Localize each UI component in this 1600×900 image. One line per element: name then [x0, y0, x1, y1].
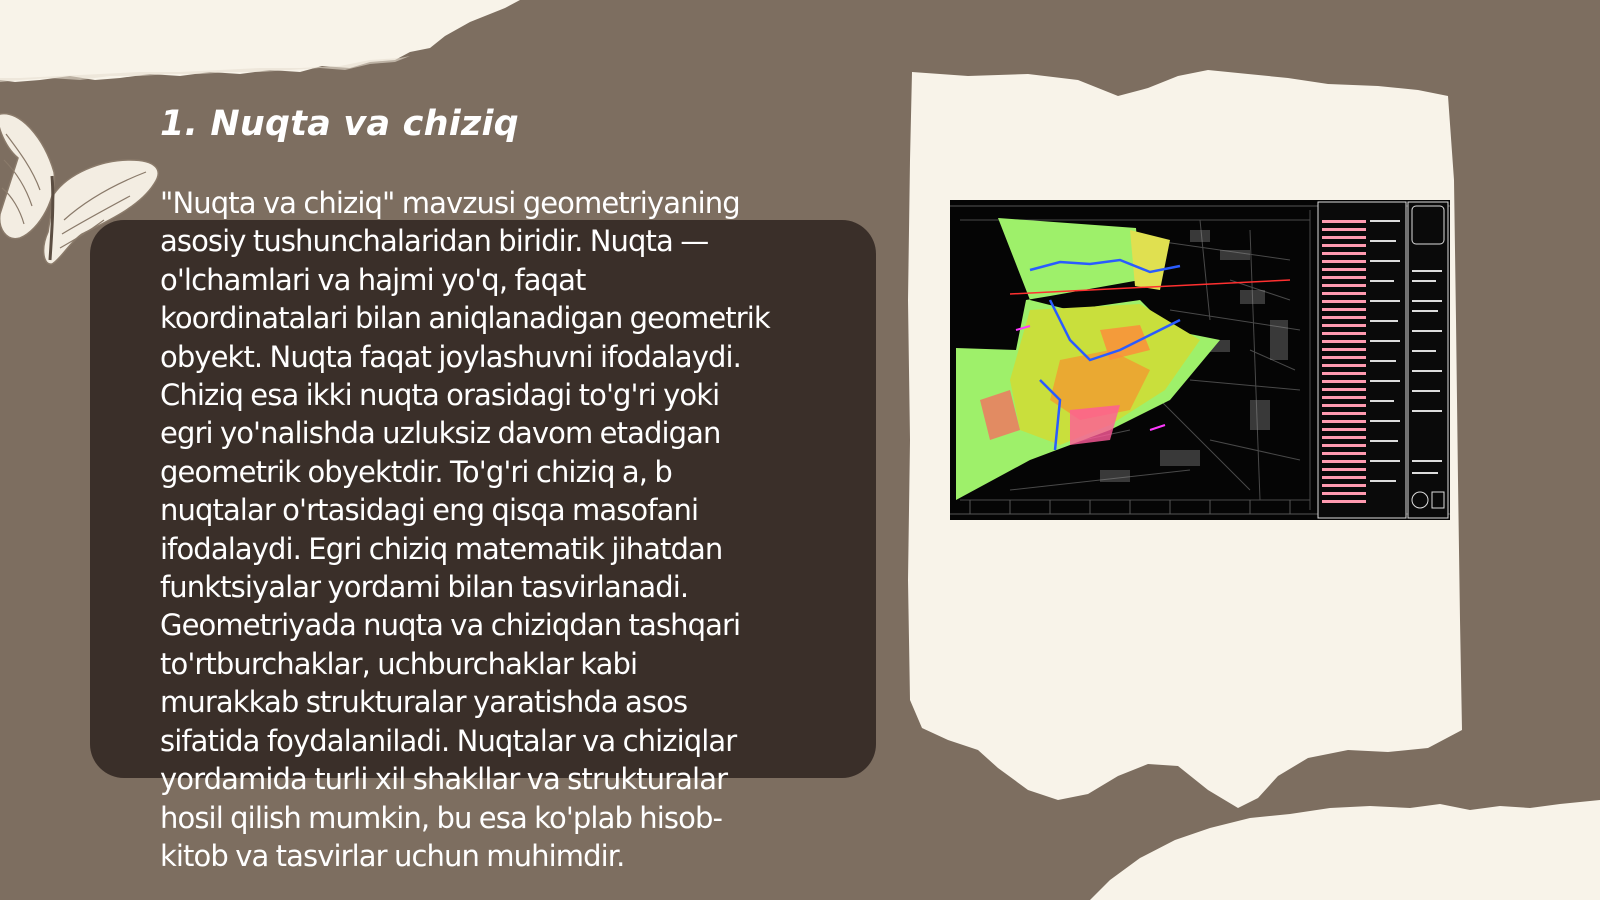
paragraph-line: sifatida foydalaniladi. Nuqtalar va chiziqlar	[160, 723, 737, 758]
paragraph-line: to'rtburchaklar, uchburchaklar kabi	[160, 646, 638, 681]
slide-paragraph	[160, 184, 860, 875]
paragraph-line: nuqtalar o'rtasidagi eng qisqa masofani	[160, 493, 699, 528]
paragraph-line: egri yo'nalishda uzluksiz davom etadigan	[160, 416, 721, 451]
paragraph-line: obyekt. Nuqta faqat joylashuvni ifodalaydi.	[160, 339, 741, 374]
paragraph-line: yordamida turli xil shakllar va strukturalar	[160, 762, 728, 797]
paragraph-line: o'lchamlari va hajmi yo'q, faqat	[160, 262, 586, 297]
city-map-image	[950, 200, 1450, 520]
butterfly-icon	[0, 110, 170, 280]
paragraph-line: Chiziq esa ikki nuqta orasidagi to'g'ri yoki	[160, 378, 720, 413]
paragraph-line: murakkab strukturalar yaratishda asos	[160, 685, 688, 720]
paragraph-line: koordinatalari bilan aniqlanadigan geometrik	[160, 301, 770, 336]
paragraph-line: "Nuqta va chiziq" mavzusi geometriyaning	[160, 186, 740, 220]
paragraph-line: kitob va tasvirlar uchun muhimdir.	[160, 838, 625, 873]
paragraph-line: Geometriyada nuqta va chiziqdan tashqari	[160, 608, 741, 643]
slide-title: 1. Nuqta va chiziq	[160, 104, 519, 144]
paragraph-line: geometrik obyektdir. To'g'ri chiziq a, b	[160, 454, 672, 489]
paragraph-line: funktsiyalar yordami bilan tasvirlanadi.	[160, 570, 689, 605]
paragraph-line: hosil qilish mumkin, bu esa ko'plab hisob-	[160, 800, 723, 835]
paragraph-line: ifodalaydi. Egri chiziq matematik jihatdan	[160, 531, 723, 566]
paragraph-line: asosiy tushunchalaridan biridir. Nuqta —	[160, 224, 709, 259]
